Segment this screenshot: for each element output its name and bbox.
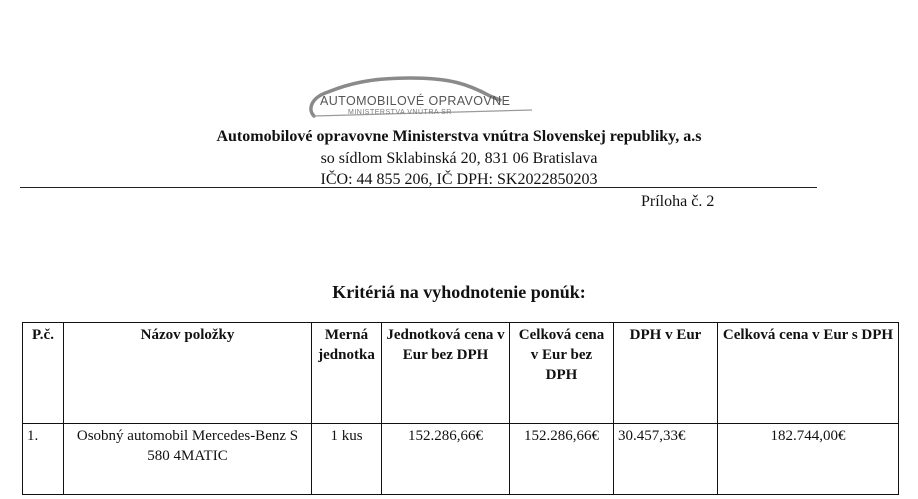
table-row bbox=[23, 424, 899, 495]
header-divider bbox=[20, 187, 817, 188]
logo-main-text: AUTOMOBILOVÉ OPRAVOVNE bbox=[320, 94, 511, 108]
company-name: Automobilové opravovne Ministerstva vnútra Slovenskej republiky, a.s bbox=[216, 128, 702, 145]
cell-item-name: Osobný automobil Mercedes-Benz S 580 4MATIC bbox=[64, 424, 312, 495]
column-header-item-name: Názov položky bbox=[64, 323, 312, 424]
criteria-table bbox=[22, 322, 899, 495]
logo-sub-text: MINISTERSTVA VNÚTRA SR bbox=[348, 109, 452, 116]
column-header-unit: Merná jednotka bbox=[312, 323, 382, 424]
column-header-total-incl-vat: Celková cena v Eur s DPH bbox=[718, 323, 899, 424]
annex-label: Príloha č. 2 bbox=[641, 193, 715, 210]
cell-unit: 1 kus bbox=[312, 424, 382, 495]
column-header-unit-price: Jednotková cena v Eur bez DPH bbox=[382, 323, 510, 424]
company-logo bbox=[300, 70, 540, 122]
cell-number: 1. bbox=[23, 424, 64, 495]
column-header-vat: DPH v Eur bbox=[614, 323, 718, 424]
cell-total-excl-vat: 152.286,66€ bbox=[510, 424, 614, 495]
table-header-row bbox=[23, 323, 899, 424]
cell-unit-price: 152.286,66€ bbox=[382, 424, 510, 495]
company-address: so sídlom Sklabinská 20, 831 06 Bratislava bbox=[320, 150, 598, 167]
page-title: Kritériá na vyhodnotenie ponúk: bbox=[332, 282, 586, 302]
company-ids: IČO: 44 855 206, IČ DPH: SK2022850203 bbox=[320, 171, 598, 188]
cell-total-incl-vat: 182.744,00€ bbox=[718, 424, 899, 495]
column-header-total-excl-vat: Celková cena v Eur bez DPH bbox=[510, 323, 614, 424]
column-header-number: P.č. bbox=[23, 323, 64, 424]
cell-vat: 30.457,33€ bbox=[614, 424, 718, 495]
